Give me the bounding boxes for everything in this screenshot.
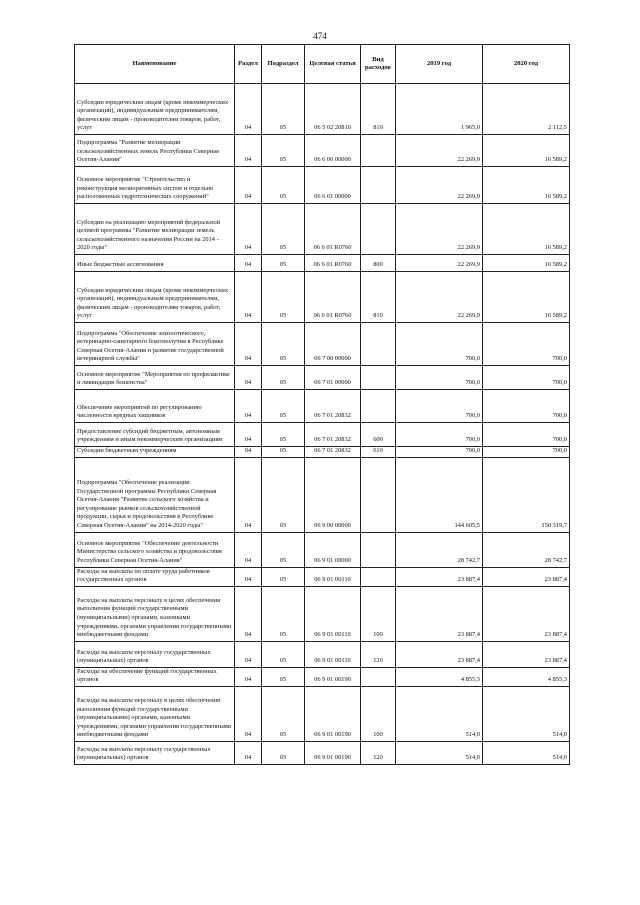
table-row: [75, 272, 570, 323]
row-name: Субсидии бюджетным учреждениям: [75, 447, 235, 458]
row-name: Расходы на выплаты по оплате труда работников государственных органов: [75, 567, 235, 586]
row-expense-type: 800: [361, 255, 396, 272]
row-section: 04: [235, 390, 262, 423]
row-expense-type: [361, 390, 396, 423]
row-target: 06 9 00 00000: [305, 457, 361, 532]
header-target: Целевая статья: [305, 45, 361, 84]
table-row: [75, 532, 570, 567]
row-name: Субсидии на реализацию мероприятий федеральной целевой программы "Развитие мелиорации земель сельскохозяйственного назначения России на 2014 - 2020 годы": [75, 204, 235, 255]
header-year-2019: 2019 год: [396, 45, 483, 84]
table-row: [75, 686, 570, 741]
row-amount-2020: 16 589,2: [483, 272, 570, 323]
row-amount-2020: 16 589,2: [483, 255, 570, 272]
row-subsection: 05: [262, 84, 305, 135]
row-amount-2019: 22 269,9: [396, 135, 483, 167]
row-amount-2020: 23 887,4: [483, 567, 570, 586]
row-target: 06 9 01 00000: [305, 532, 361, 567]
row-section: 04: [235, 255, 262, 272]
table-row: [75, 323, 570, 366]
row-section: 04: [235, 167, 262, 204]
row-amount-2019: 22 269,9: [396, 167, 483, 204]
row-section: 04: [235, 532, 262, 567]
row-subsection: 05: [262, 532, 305, 567]
table-row: [75, 741, 570, 764]
row-subsection: 05: [262, 390, 305, 423]
row-amount-2020: 700,0: [483, 423, 570, 447]
row-expense-type: 120: [361, 741, 396, 764]
row-target: 06 9 01 00190: [305, 741, 361, 764]
row-expense-type: 810: [361, 84, 396, 135]
row-amount-2020: 28 742,7: [483, 532, 570, 567]
row-expense-type: [361, 135, 396, 167]
row-target: 06 7 01 20832: [305, 447, 361, 458]
row-target: 06 7 00 00000: [305, 323, 361, 366]
table-row: [75, 204, 570, 255]
row-amount-2019: 700,0: [396, 323, 483, 366]
row-amount-2019: 1 965,0: [396, 84, 483, 135]
row-name: Основное мероприятие "Мероприятия по профилактике и ликвидации бешенства": [75, 366, 235, 390]
row-subsection: 05: [262, 135, 305, 167]
row-subsection: 05: [262, 255, 305, 272]
row-section: 04: [235, 135, 262, 167]
row-section: 04: [235, 457, 262, 532]
row-amount-2020: 23 887,4: [483, 641, 570, 667]
row-amount-2020: 700,0: [483, 447, 570, 458]
row-section: 04: [235, 447, 262, 458]
row-expense-type: 100: [361, 686, 396, 741]
budget-table: [74, 44, 570, 765]
row-name: Расходы на обеспечение функций государственных органов: [75, 667, 235, 686]
table-row: [75, 457, 570, 532]
row-section: 04: [235, 741, 262, 764]
row-subsection: 05: [262, 641, 305, 667]
table-row: [75, 255, 570, 272]
table-header-row: [75, 45, 570, 84]
header-expense-type: Вид расходов: [361, 45, 396, 84]
row-subsection: 05: [262, 323, 305, 366]
table-row: [75, 641, 570, 667]
row-subsection: 05: [262, 204, 305, 255]
table-row: [75, 423, 570, 447]
header-year-2020: 2020 год: [483, 45, 570, 84]
row-subsection: 05: [262, 686, 305, 741]
row-name: Расходы на выплаты персоналу государственных (муниципальных) органов: [75, 641, 235, 667]
row-name: Основное мероприятие "Обеспечение деятельности Министерства сельского хозяйства и продовольствия Республики Северная Осетия-Алания": [75, 532, 235, 567]
row-amount-2020: 700,0: [483, 323, 570, 366]
row-target: 06 6 01 00000: [305, 167, 361, 204]
table-row: [75, 586, 570, 641]
row-expense-type: [361, 532, 396, 567]
row-subsection: 05: [262, 586, 305, 641]
row-expense-type: [361, 667, 396, 686]
row-name: Основное мероприятие "Строительство и реконструкция мелиоративных систем и отдельно расположенных гидротехнических сооружений": [75, 167, 235, 204]
row-expense-type: 810: [361, 272, 396, 323]
row-section: 04: [235, 366, 262, 390]
row-name: Обеспечение мероприятий по регулированию численности вредных хищников: [75, 390, 235, 423]
row-target: 06 6 01 R0760: [305, 255, 361, 272]
row-target: 06 6 01 R0760: [305, 204, 361, 255]
row-target: 06 5 02 20810: [305, 84, 361, 135]
row-target: 06 9 01 00190: [305, 686, 361, 741]
row-amount-2019: 700,0: [396, 423, 483, 447]
header-section: Раздел: [235, 45, 262, 84]
row-target: 06 7 01 00000: [305, 366, 361, 390]
table-row: [75, 567, 570, 586]
row-name: Субсидии юридическим лицам (кроме некоммерческих организаций), индивидуальным предпринимателям, физическим лицам - производителям товаров, работ, услуг: [75, 84, 235, 135]
row-amount-2020: 700,0: [483, 390, 570, 423]
table-row: [75, 390, 570, 423]
row-amount-2019: 700,0: [396, 366, 483, 390]
row-section: 04: [235, 84, 262, 135]
row-amount-2019: 700,0: [396, 447, 483, 458]
row-section: 04: [235, 272, 262, 323]
row-section: 04: [235, 567, 262, 586]
row-target: 06 9 01 00190: [305, 667, 361, 686]
row-subsection: 05: [262, 272, 305, 323]
row-target: 06 7 01 20832: [305, 390, 361, 423]
row-amount-2020: 150 319,7: [483, 457, 570, 532]
row-amount-2019: 23 887,4: [396, 567, 483, 586]
row-amount-2019: 4 855,3: [396, 667, 483, 686]
row-name: Субсидии юридическим лицам (кроме некоммерческих организаций), индивидуальным предпринимателям, физическим лицам - производителям товаров, работ, услуг: [75, 272, 235, 323]
row-expense-type: [361, 204, 396, 255]
row-subsection: 05: [262, 447, 305, 458]
row-name: Подпрограмма "Развитие мелиорации сельскохозяйственных земель Республики Северная Осетия-Алания": [75, 135, 235, 167]
row-subsection: 05: [262, 567, 305, 586]
row-expense-type: [361, 457, 396, 532]
row-amount-2019: 514,0: [396, 741, 483, 764]
row-subsection: 05: [262, 741, 305, 764]
row-expense-type: [361, 167, 396, 204]
row-expense-type: [361, 567, 396, 586]
table-row: [75, 167, 570, 204]
row-subsection: 05: [262, 457, 305, 532]
row-section: 04: [235, 641, 262, 667]
row-name: Подпрограмма "Обеспечение эпизоотического, ветеринарно-санитарного благополучия в Республике Северная Осетия-Алания и развитие государственной ветеринарной службы": [75, 323, 235, 366]
row-subsection: 05: [262, 366, 305, 390]
row-amount-2019: 28 742,7: [396, 532, 483, 567]
table-row: [75, 366, 570, 390]
row-amount-2020: 700,0: [483, 366, 570, 390]
row-section: 04: [235, 323, 262, 366]
row-amount-2019: 514,0: [396, 686, 483, 741]
row-section: 04: [235, 686, 262, 741]
row-target: 06 6 01 R0760: [305, 272, 361, 323]
row-section: 04: [235, 667, 262, 686]
row-section: 04: [235, 204, 262, 255]
row-amount-2019: 22 269,9: [396, 255, 483, 272]
row-subsection: 05: [262, 167, 305, 204]
row-expense-type: 100: [361, 586, 396, 641]
row-amount-2020: 514,0: [483, 741, 570, 764]
page-number: 474: [313, 31, 327, 41]
row-expense-type: 610: [361, 447, 396, 458]
table-row: [75, 84, 570, 135]
row-name: Предоставление субсидий бюджетным, автономным учреждениям и иным некоммерческим организациям: [75, 423, 235, 447]
row-amount-2020: 23 887,4: [483, 586, 570, 641]
row-name: Расходы на выплаты персоналу государственных (муниципальных) органов: [75, 741, 235, 764]
row-section: 04: [235, 586, 262, 641]
row-target: 06 6 00 00000: [305, 135, 361, 167]
row-amount-2020: 4 855,3: [483, 667, 570, 686]
table-row: [75, 447, 570, 458]
header-subsection: Подраздел: [262, 45, 305, 84]
row-amount-2020: 16 589,2: [483, 135, 570, 167]
row-target: 06 7 01 20832: [305, 423, 361, 447]
row-target: 06 9 01 00110: [305, 586, 361, 641]
row-amount-2020: 2 112,5: [483, 84, 570, 135]
row-target: 06 9 01 00110: [305, 641, 361, 667]
row-amount-2019: 700,0: [396, 390, 483, 423]
row-amount-2019: 23 887,4: [396, 586, 483, 641]
table-row: [75, 135, 570, 167]
row-name: Иные бюджетные ассигнования: [75, 255, 235, 272]
row-amount-2019: 22 269,9: [396, 272, 483, 323]
row-amount-2019: 23 887,4: [396, 641, 483, 667]
row-expense-type: 600: [361, 423, 396, 447]
row-amount-2020: 514,0: [483, 686, 570, 741]
row-amount-2020: 16 589,2: [483, 204, 570, 255]
row-amount-2019: 22 269,9: [396, 204, 483, 255]
row-subsection: 05: [262, 423, 305, 447]
row-subsection: 05: [262, 667, 305, 686]
table-row: [75, 667, 570, 686]
row-name: Подпрограмма "Обеспечение реализации Государственной программы Республики Северная Осетия-Алания "Развитие сельского хозяйства и регулирование рынков сельскохозяйственной продукции, сырья и продовольствия в Республике Северная Осетия-Алания" на 2014-2020 годы": [75, 457, 235, 532]
row-expense-type: [361, 366, 396, 390]
row-name: Расходы на выплаты персоналу в целях обеспечения выполнения функций государственными (муниципальными) органами, казенными учреждениями, органами управления государственными внебюджетными фондами: [75, 586, 235, 641]
header-name: Наименование: [75, 45, 235, 84]
row-amount-2020: 16 589,2: [483, 167, 570, 204]
row-expense-type: 120: [361, 641, 396, 667]
row-amount-2019: 144 605,5: [396, 457, 483, 532]
row-target: 06 9 01 00110: [305, 567, 361, 586]
row-name: Расходы на выплаты персоналу в целях обеспечения выполнения функций государственными (муниципальными) органами, казенными учреждениями, органами управления государственными внебюджетными фондами: [75, 686, 235, 741]
row-section: 04: [235, 423, 262, 447]
row-expense-type: [361, 323, 396, 366]
